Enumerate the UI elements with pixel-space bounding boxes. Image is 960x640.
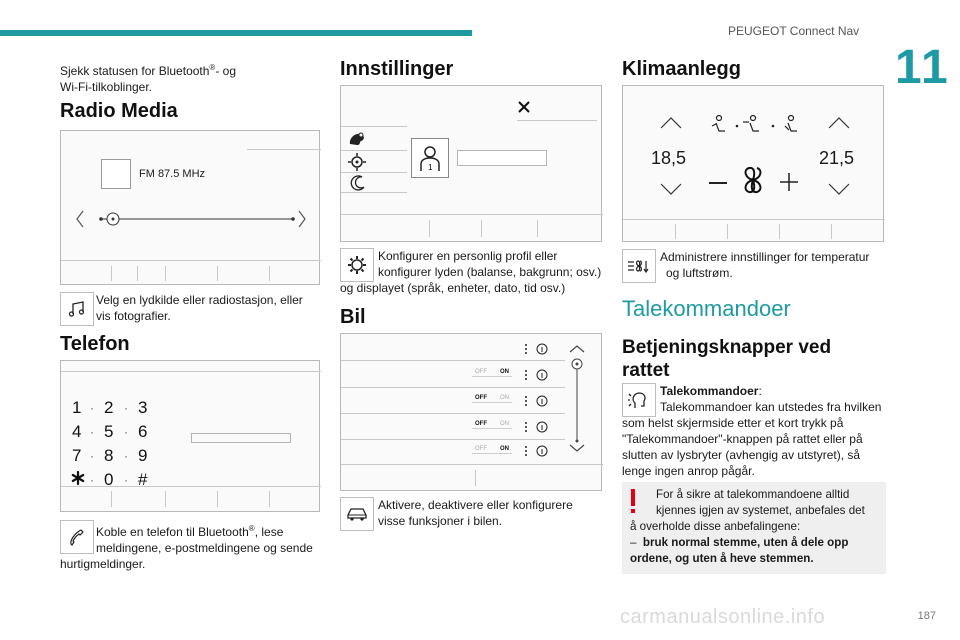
keypad-key-9: 9: [138, 446, 148, 465]
keypad-key-hash: #: [138, 470, 148, 489]
screen-divider: [517, 120, 597, 121]
more-info-icon: [523, 420, 553, 434]
temp-down-right-icon: [827, 182, 851, 196]
keypad-star-icon: [70, 470, 86, 486]
intro-line1: Sjekk statusen for Bluetooth®- og: [60, 63, 237, 78]
keypad-key-8: 8: [104, 446, 114, 465]
intro-line2: Wi-Fi-tilkoblinger.: [60, 80, 153, 94]
screen-divider: [341, 214, 603, 215]
car-toggle-4: OFF ON: [472, 445, 512, 454]
keypad-separator: ·: [124, 449, 128, 463]
keypad-separator: ·: [90, 425, 94, 439]
keypad-key-0: 0: [104, 470, 114, 489]
voice-commands-heading: Talekommandoer: [622, 296, 791, 321]
profile-icon: [412, 139, 448, 177]
car-toggle-1: OFF ON: [472, 368, 512, 377]
screen-divider: [61, 260, 321, 261]
radio-media-description: Velg en lydkilde eller radiostasjon, eller vis fotografier.: [96, 293, 303, 323]
keypad-key-4: 4: [72, 422, 82, 441]
moon-icon: [349, 174, 367, 192]
more-info-icon: [523, 368, 553, 382]
header-title: PEUGEOT Connect Nav: [728, 24, 860, 38]
screen-divider: [341, 150, 407, 151]
screen-divider: [623, 219, 885, 220]
car-toggle-2: OFF ON: [472, 394, 512, 403]
screen-divider: [247, 149, 321, 150]
screen-tick: [165, 491, 166, 507]
voice-command-text: Talekommandoer: Talekommandoer kan utstedes fra hvilken som helst skjermside etter et kort trykk på "Talekommandoer"-knappen på rattet eller på slutten av lysbryter (avhengig av utstyret), så lenge ingen anrop pågår.: [622, 384, 882, 478]
settings-heading: Innstillinger: [340, 58, 454, 80]
warning-box: [622, 482, 886, 574]
car-heading: Bil: [340, 306, 366, 328]
temperature-left: 18,5: [651, 148, 687, 168]
radio-media-heading: Radio Media: [60, 100, 178, 122]
screen-tick: [217, 266, 218, 281]
sound-settings-icon: [347, 152, 369, 172]
fan-icon: [737, 164, 769, 196]
screen-tick: [137, 266, 138, 281]
frequency-slider: [71, 207, 311, 231]
steering-controls-heading: Betjeningsknapper ved rattet: [622, 337, 832, 381]
keypad-key-7: 7: [72, 446, 82, 465]
radio-media-screen: [60, 130, 320, 285]
header-accent-bar: [0, 30, 472, 36]
close-icon: [517, 100, 531, 114]
screen-divider: [341, 360, 565, 361]
watermark: carmanualsonline.info: [620, 606, 826, 628]
warning-text: For å sikre at talekommandoene alltid kjennes igjen av systemet, anbefales det å overholde disse anbefalingene: – bruk normal stemme, uten å dele opp ordene, og uten å heve stemmen.: [630, 488, 865, 565]
climate-heading: Klimaanlegg: [622, 58, 741, 80]
phone-description: Koble en telefon til Bluetooth®, lese meldingene, e-postmeldingene og sende hurtigmeldinger.: [60, 524, 313, 571]
intro-text: [60, 60, 322, 95]
palette-icon: [347, 130, 367, 148]
keypad-separator: ·: [124, 425, 128, 439]
screen-divider: [61, 486, 321, 487]
screen-tick: [429, 220, 430, 237]
screen-tick: [537, 220, 538, 237]
keypad-key-6: 6: [138, 422, 148, 441]
screen-divider: [341, 172, 407, 173]
more-info-icon: [523, 342, 553, 356]
keypad-separator: ·: [124, 401, 128, 415]
car-screen: [340, 333, 602, 491]
screen-tick: [675, 224, 676, 239]
station-frequency: FM 87.5 MHz: [139, 168, 206, 180]
fan-increase-icon: [779, 172, 799, 192]
climate-screen: [622, 85, 884, 242]
screen-tick: [779, 224, 780, 239]
music-note-icon: [60, 292, 94, 326]
screen-divider: [341, 387, 565, 388]
more-info-icon: [523, 444, 553, 458]
airflow-direction-icons: [711, 114, 807, 136]
chapter-number: 11: [895, 41, 950, 94]
keypad-separator: ·: [90, 449, 94, 463]
climate-icon: [622, 249, 656, 283]
phone-screen: [60, 360, 320, 512]
temp-down-left-icon: [659, 182, 683, 196]
station-logo-box: [101, 159, 131, 189]
screen-tick: [727, 224, 728, 239]
temp-up-left-icon: [659, 116, 683, 130]
settings-description: Konfigurer en personlig profil eller konfigurer lyden (balanse, bakgrunn; osv.) og displayet (språk, enheter, dato, tid osv.): [340, 249, 602, 295]
svg-text:1: 1: [428, 163, 433, 172]
screen-tick: [475, 470, 476, 486]
screen-divider: [341, 413, 565, 414]
screen-divider: [341, 126, 407, 127]
profile-avatar-box: [411, 138, 449, 178]
screen-divider: [341, 464, 603, 465]
phone-number-field: [191, 433, 291, 443]
temperature-right: 21,5: [819, 148, 855, 168]
phone-heading: Telefon: [60, 333, 130, 355]
screen-divider: [61, 371, 321, 372]
temp-up-right-icon: [827, 116, 851, 130]
more-info-icon: [523, 394, 553, 408]
fan-decrease-icon: [709, 182, 727, 184]
screen-divider: [341, 192, 407, 193]
screen-tick: [481, 220, 482, 237]
keypad-key-1: 1: [72, 398, 82, 417]
climate-description: Administrere innstillinger for temperatur og luftstrøm.: [660, 250, 870, 280]
screen-tick: [831, 224, 832, 239]
screen-tick: [111, 266, 112, 281]
keypad-separator: ·: [124, 473, 128, 487]
screen-tick: [217, 491, 218, 507]
page-number: 187: [917, 610, 936, 622]
screen-tick: [269, 266, 270, 281]
keypad-separator: ·: [90, 401, 94, 415]
profile-name-field: [457, 150, 547, 166]
car-icon: [340, 497, 374, 531]
keypad-separator: ·: [90, 473, 94, 487]
screen-tick: [165, 266, 166, 281]
keypad-key-5: 5: [104, 422, 114, 441]
keypad-key-2: 2: [104, 398, 114, 417]
screen-divider: [341, 439, 565, 440]
car-toggle-3: OFF ON: [472, 420, 512, 429]
screen-tick: [269, 491, 270, 507]
screen-tick: [111, 491, 112, 507]
settings-screen: [340, 85, 602, 242]
scroll-bar: [567, 344, 587, 454]
keypad-key-3: 3: [138, 398, 148, 417]
car-description: Aktivere, deaktivere eller konfigurere visse funksjoner i bilen.: [378, 498, 573, 528]
